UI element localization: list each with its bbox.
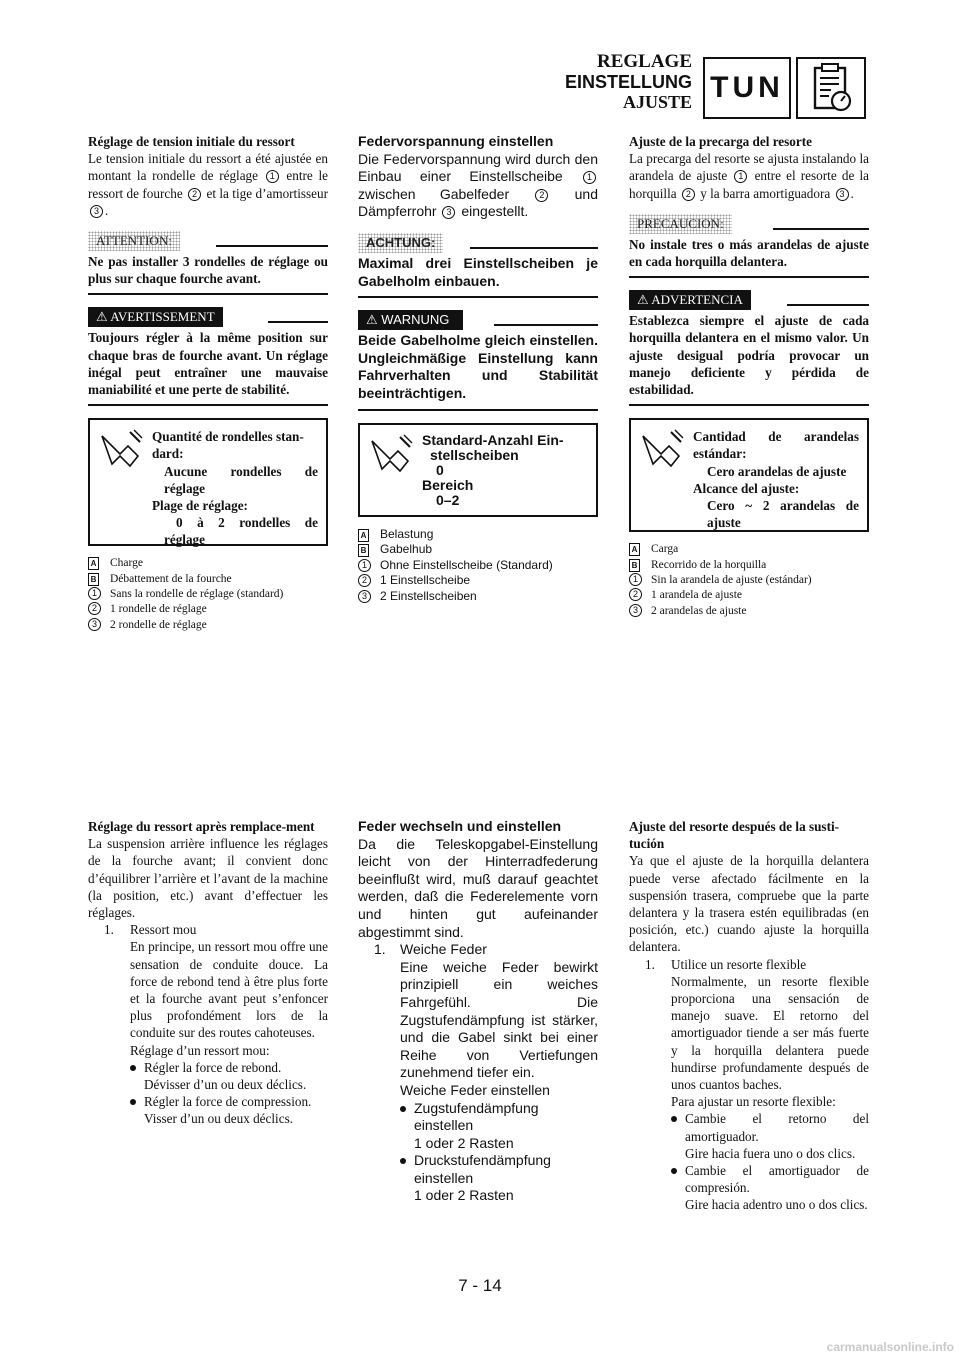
heading-es: Ajuste de la precarga del resorte: [629, 134, 812, 149]
intro-de: Die Federvorspannung wird durch den Einbau einer Einstellscheibe 1 zwischen Gabelfeder 2 und Dämpferrohr 3 eingestellt.: [358, 150, 598, 220]
item1-es: 1. Utilice un resorte flexible: [645, 956, 807, 972]
column-de-bottom: [358, 818, 598, 1205]
section-icon-box: [796, 57, 866, 119]
bullet2-detail-es: Gire hacia adentro uno o dos clics.: [685, 1197, 868, 1213]
item1-sub-fr: Réglage d’un ressort mou:: [130, 1042, 270, 1058]
warning-label-es: ⚠ ADVERTENCIA: [629, 290, 751, 310]
body2-de: Da die Teleskopgabel-Einstellung leicht von der Hinterradfederung beeinflußt wird, muß darauf geachtet werden, daß die Federelemente vorn und hinten gut aufeinander abgestimmt sind.: [358, 835, 598, 940]
clipboard-gauge-icon: [807, 62, 855, 114]
caution-header-fr: [88, 231, 328, 253]
watermark: carmanualsonline.info: [826, 1340, 954, 1354]
body2-es: Ya que el ajuste de la horquilla delantera puede verse afectado fácilmente en la suspensión trasera, compruebe que la parte delantera y la trasera estén equilibradas (en posición, etc.) cuando ajuste la horquilla delantera.: [629, 853, 869, 955]
caution-text-de: Maximal drei Einstellscheiben je Gabelholm einbauen.: [358, 255, 598, 298]
heading2-de: Feder wechseln und einstellen: [358, 818, 562, 834]
intro-es: La precarga del resorte se ajusta instalando la arandela de ajuste 1 entre el resorte de la horquilla 2 y la barra amortiguadora 3 .: [629, 151, 869, 201]
section-titles: [565, 52, 692, 112]
bullet1-de: Zugstufendämpfung einstellen: [358, 1100, 598, 1135]
column-de-top: [358, 133, 598, 604]
wrench-icon: [368, 433, 414, 479]
heading-fr: Réglage de tension initiale du ressort: [88, 134, 295, 149]
bullet1-detail-fr: Dévisser d’un ou deux déclics.: [144, 1077, 307, 1093]
heading-de: Federvorspannung einstellen: [358, 133, 554, 149]
bullet2-fr: Régler la force de compression.: [88, 1093, 328, 1110]
caution-text-fr: Ne pas installer 3 rondelles de réglage ou plus sur chaque fourche avant.: [88, 253, 328, 295]
warning-triangle-icon: ⚠: [366, 312, 378, 328]
item1-sub-de: Weiche Feder einstellen: [400, 1081, 550, 1098]
title-es: AJUSTE: [622, 92, 692, 112]
warning-label-fr: ⚠ AVERTISSEMENT: [88, 307, 223, 327]
caution-text-es: No instale tres o más arandelas de ajuste en cada horquilla delantera.: [629, 236, 869, 278]
bullet1-detail-es: Gire hacia fuera uno o dos clics.: [685, 1145, 856, 1161]
bullet1-es: Cambie el retorno del amortiguador.: [629, 1110, 869, 1144]
wrench-icon: [639, 428, 685, 474]
body2-fr: La suspension arrière influence les réglages de la fourche avant; il convient donc d’équilibrer l’arrière et l’avant de la machine (la position, etc.) avant d’effectuer les réglages.: [88, 836, 328, 921]
warning-triangle-icon: ⚠: [96, 309, 108, 325]
heading2-fr: Réglage du ressort après remplace-ment: [88, 819, 315, 834]
spec-box-fr: [88, 418, 328, 546]
legend-es: A Carga B Recorrido de la horquilla 1 Sin la arandela de ajuste (estándar) 2 1 arandela de ajuste 3 2 arandelas de ajuste: [629, 542, 869, 619]
spec-text-fr: Quantité de rondelles stan- dard: Aucune rondelles de réglage Plage de réglage: 0 à 2 rondelles de réglage: [152, 429, 318, 548]
warning-header-fr: [88, 307, 328, 329]
caution-label-fr: ATTENTION:: [88, 231, 180, 251]
bullet2-de: Druckstufendämpfung einstellen: [358, 1152, 598, 1187]
warning-header-de: [358, 310, 598, 332]
column-es-bottom: [629, 818, 869, 1214]
caution-header-de: [358, 233, 598, 255]
page-number: 7 - 14: [458, 1276, 502, 1295]
item1-text-de: Eine weiche Feder bewirkt prinzipiell ein weiches Fahrgefühl. Die Zugstufendämpfung ist stärker, und die Gabel sinkt bei einer Reihe von Vertiefungen zunehmend tiefer ein.: [400, 958, 598, 1081]
item1-text-es: Normalmente, un resorte flexible proporciona una sensación de manejo suave. El retorno del amortiguador tiende a ser más fuerte y la horquilla delantera puede hundirse profundamente después de unos cuantos baches.: [671, 973, 869, 1093]
warning-text-fr: Toujours régler à la même position sur chaque bras de fourche avant. Un réglage inégal peut entraîner une mauvaise maniabilité et une perte de stabilité.: [88, 329, 328, 406]
item1-text-fr: En principe, un ressort mou offre une sensation de conduite douce. La force de rebond tend à être plus forte et la fourche avant peut s’enfoncer plus profondément lors de la conduite sur des routes cahoteuses.: [130, 939, 328, 1041]
bullet1-detail-de: 1 oder 2 Rasten: [414, 1134, 514, 1151]
column-fr-top: [88, 133, 328, 633]
bullet2-es: Cambie el amortiguador de compresión.: [629, 1162, 869, 1196]
spec-box-es: [629, 418, 869, 532]
column-fr-bottom: [88, 818, 328, 1128]
intro-fr: Le tension initiale du ressort a été ajustée en montant la rondelle de réglage 1 entre le ressort de fourche 2 et la tige d’amortisseur 3 .: [88, 151, 328, 218]
warning-label-de: ⚠ WARNUNG: [358, 310, 463, 330]
warning-text-de: Beide Gabelholme gleich einstellen. Ungleichmäßige Einstellung kann Fahrverhalten und Stabilität beeinträchtigen.: [358, 332, 598, 410]
bullet2-detail-de: 1 oder 2 Rasten: [414, 1187, 514, 1204]
item1-sub-es: Para ajustar un resorte flexible:: [671, 1094, 836, 1110]
caution-header-es: [629, 214, 869, 236]
warning-triangle-icon: ⚠: [637, 292, 649, 308]
legend-de: A Belastung B Gabelhub 1 Ohne Einstellscheibe (Standard) 2 1 Einstellscheibe 3 2 Einstellscheiben: [358, 527, 598, 605]
column-es-top: [629, 133, 869, 619]
caution-label-es: PRECAUCION:: [629, 214, 732, 234]
bullet2-detail-fr: Visser d’un ou deux déclics.: [144, 1111, 293, 1127]
spec-text-es: Cantidad de arandelas estándar: Cero arandelas de ajuste Alcance del ajuste: Cero ~ 2 arandelas de ajuste: [693, 429, 859, 531]
item1-de: 1. Weiche Feder: [374, 941, 487, 958]
legend-fr: A Charge B Débattement de la fourche 1 Sans la rondelle de réglage (standard) 2 1 rondelle de réglage 3 2 rondelle de réglage: [88, 556, 328, 633]
bullet1-fr: Régler la force de rebond.: [88, 1059, 328, 1076]
item1-fr: 1. Ressort mou: [104, 922, 197, 938]
spec-box-de: [358, 423, 598, 517]
warning-header-es: [629, 290, 869, 312]
section-code-box: [703, 57, 791, 119]
spec-text-de: Standard-Anzahl Ein- stellscheiben 0 Bereich 0–2: [422, 431, 564, 508]
title-fr: REGLAGE: [596, 51, 692, 72]
wrench-icon: [98, 428, 144, 474]
warning-text-es: Establezca siempre el ajuste de cada horquilla delantera en el mismo valor. Un ajuste desigual podría provocar un manejo deficiente y pérdida de estabilidad.: [629, 312, 869, 406]
title-de: EINSTELLUNG: [564, 72, 692, 92]
heading2-es: Ajuste del resorte después de la susti-tución: [629, 819, 840, 852]
caution-label-de: ACHTUNG:: [358, 233, 443, 253]
section-code: TUN: [710, 71, 784, 104]
